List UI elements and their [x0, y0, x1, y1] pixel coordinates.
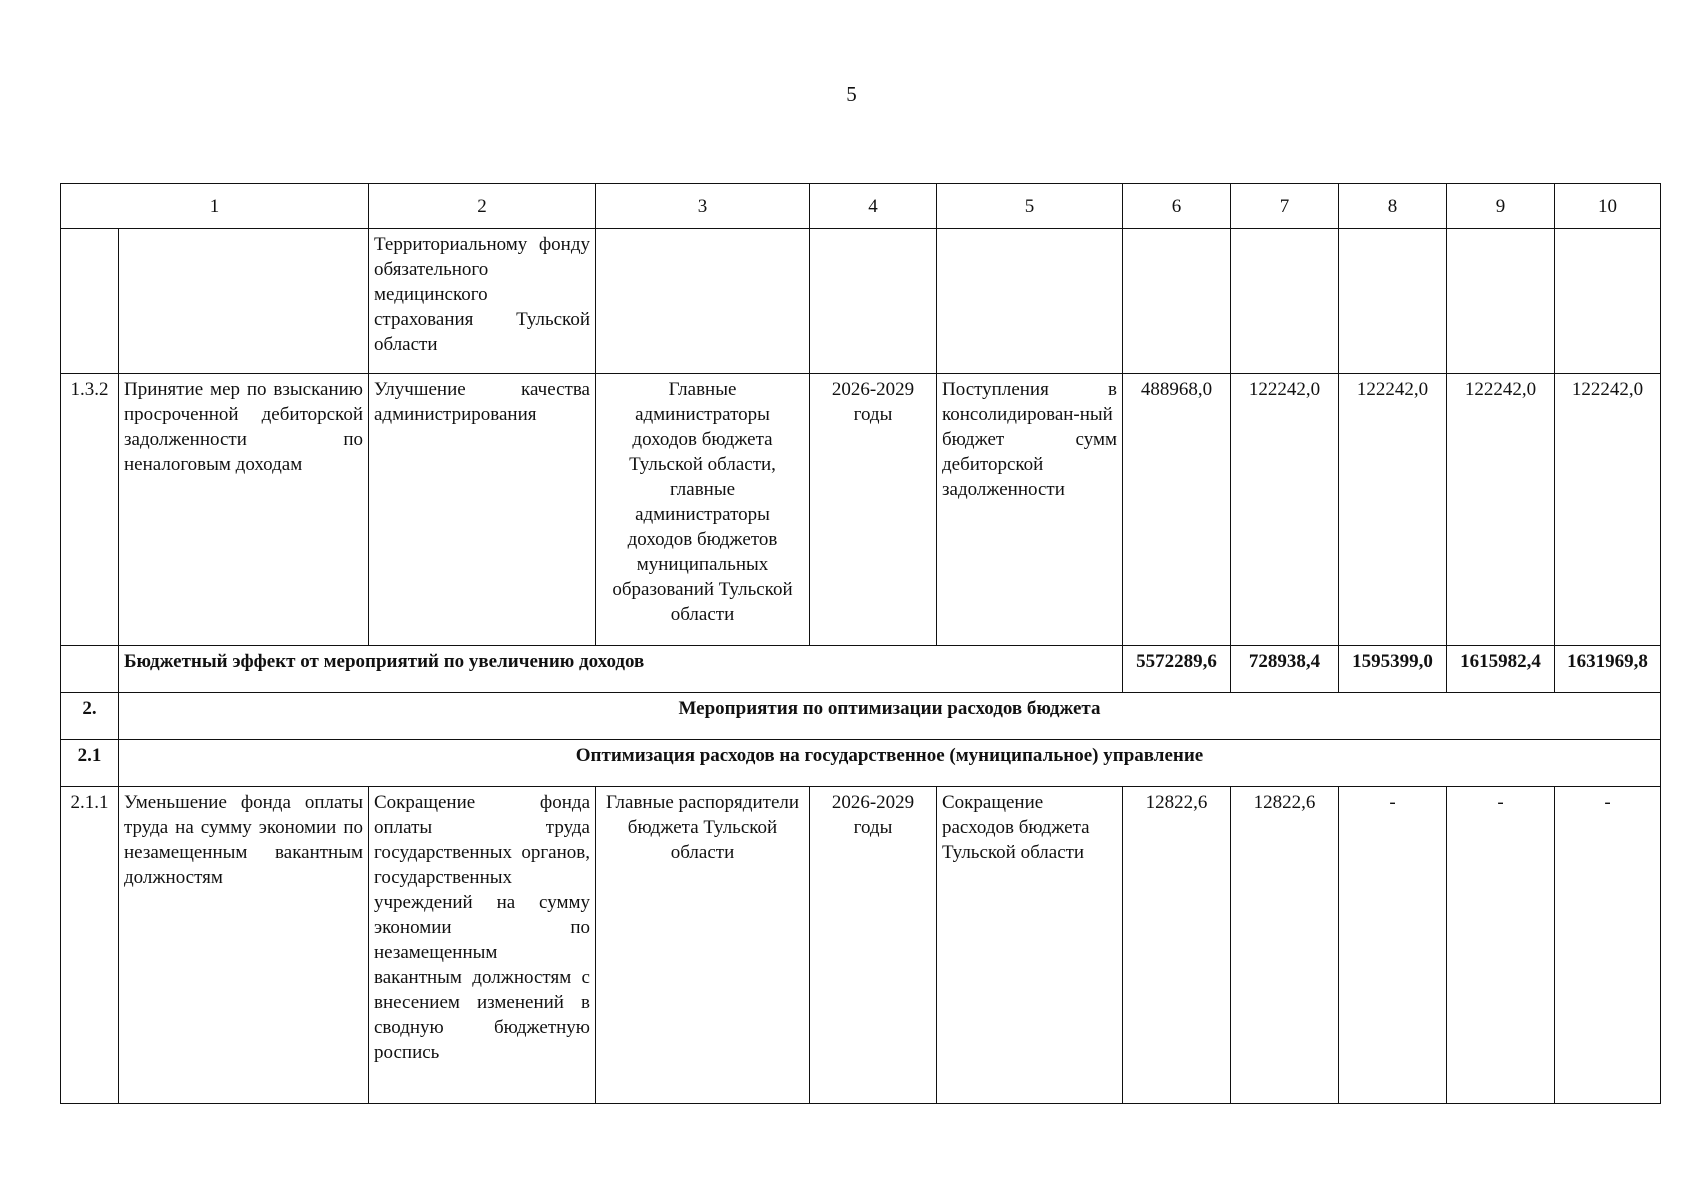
value-cell: -	[1555, 787, 1661, 1104]
section-row	[61, 693, 1661, 740]
column-header: 4	[810, 184, 937, 229]
measure-cell	[119, 229, 369, 374]
measures-table	[60, 183, 1661, 1104]
column-header: 9	[1447, 184, 1555, 229]
goal-cell: Улучшение качества администрирования	[369, 374, 596, 646]
result-cell: Сокращение расходов бюджета Тульской области	[937, 787, 1123, 1104]
value-cell: 12822,6	[1123, 787, 1231, 1104]
column-header: 8	[1339, 184, 1447, 229]
value-cell: 122242,0	[1231, 374, 1339, 646]
section-title: Мероприятия по оптимизации расходов бюджета	[119, 693, 1661, 740]
total-value: 1615982,4	[1447, 646, 1555, 693]
row-number-cell	[61, 229, 119, 374]
result-cell: Поступления в консолидирован-ный бюджет сумм дебиторской задолженности	[937, 374, 1123, 646]
total-label: Бюджетный эффект от мероприятий по увеличению доходов	[119, 646, 1123, 693]
value-cell	[1231, 229, 1339, 374]
section-number: 2.	[61, 693, 119, 740]
column-header: 3	[596, 184, 810, 229]
value-cell: -	[1447, 787, 1555, 1104]
value-cell	[1555, 229, 1661, 374]
row-number-cell: 1.3.2	[61, 374, 119, 646]
value-cell	[1339, 229, 1447, 374]
value-cell: 122242,0	[1447, 374, 1555, 646]
goal-cell: Территориальному фонду обязательного медицинского страхования Тульской области	[369, 229, 596, 374]
goal-cell: Сокращение фонда оплаты труда государственных органов, государственных учреждений на сумму экономии по незамещенным вакантным должностям с внесением изменений в сводную бюджетную роспись	[369, 787, 596, 1104]
result-cell	[937, 229, 1123, 374]
column-header: 5	[937, 184, 1123, 229]
value-cell: 122242,0	[1339, 374, 1447, 646]
responsible-cell: Главные распорядители бюджета Тульской области	[596, 787, 810, 1104]
table-row	[61, 787, 1661, 1104]
subsection-title: Оптимизация расходов на государственное (муниципальное) управление	[119, 740, 1661, 787]
responsible-cell	[596, 229, 810, 374]
table-row	[61, 229, 1661, 374]
column-header: 1	[61, 184, 369, 229]
period-cell: 2026-2029 годы	[810, 374, 937, 646]
column-header: 7	[1231, 184, 1339, 229]
column-header: 10	[1555, 184, 1661, 229]
period-cell	[810, 229, 937, 374]
value-cell	[1123, 229, 1231, 374]
measure-cell: Уменьшение фонда оплаты труда на сумму экономии по незамещенным вакантным должностям	[119, 787, 369, 1104]
subsection-row	[61, 740, 1661, 787]
measure-cell: Принятие мер по взысканию просроченной дебиторской задолженности по неналоговым доходам	[119, 374, 369, 646]
total-value: 5572289,6	[1123, 646, 1231, 693]
responsible-cell: Главные администраторы доходов бюджета Тульской области, главные администраторы доходов бюджетов муниципальных образований Тульской области	[596, 374, 810, 646]
total-value: 1631969,8	[1555, 646, 1661, 693]
page-number: 5	[846, 82, 857, 106]
table-row	[61, 374, 1661, 646]
row-number-cell: 2.1.1	[61, 787, 119, 1104]
total-value: 1595399,0	[1339, 646, 1447, 693]
column-header: 6	[1123, 184, 1231, 229]
value-cell	[1447, 229, 1555, 374]
value-cell: 122242,0	[1555, 374, 1661, 646]
period-cell: 2026-2029 годы	[810, 787, 937, 1104]
value-cell: 488968,0	[1123, 374, 1231, 646]
column-header: 2	[369, 184, 596, 229]
row-number-cell	[61, 646, 119, 693]
value-cell: 12822,6	[1231, 787, 1339, 1104]
value-cell: -	[1339, 787, 1447, 1104]
total-value: 728938,4	[1231, 646, 1339, 693]
total-row	[61, 646, 1661, 693]
subsection-number: 2.1	[61, 740, 119, 787]
table-header-row	[61, 184, 1661, 229]
